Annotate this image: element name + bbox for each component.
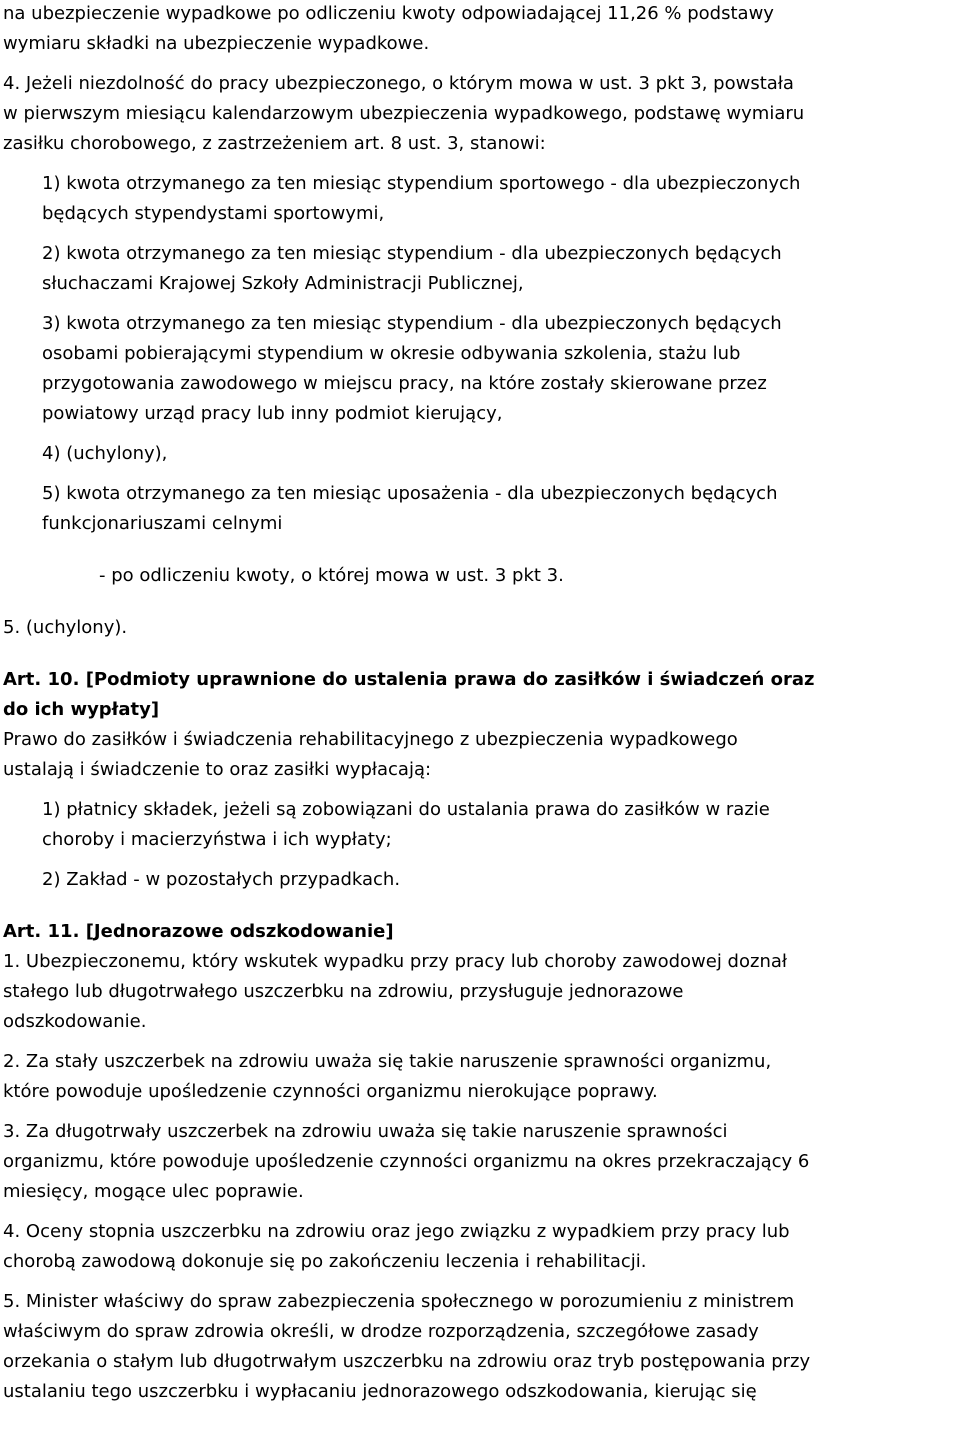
text-line: 5) kwota otrzymanego za ten miesiąc uposażenia - dla ubezpieczonych będących: [42, 483, 778, 504]
text-line: 1) kwota otrzymanego za ten miesiąc stypendium sportowego - dla ubezpieczonych: [42, 173, 801, 194]
article-label: Art. 11.: [3, 921, 80, 942]
text-line: 4) (uchylony),: [42, 443, 168, 464]
text-line: wymiaru składki na ubezpieczenie wypadkowe.: [3, 33, 430, 54]
text-line: stałego lub długotrwałego uszczerbku na zdrowiu, przysługuje jednorazowe: [3, 981, 684, 1002]
art11-ust5: [3, 1287, 959, 1407]
art11-ust1: [3, 947, 959, 1037]
continuation-paragraph: [3, 0, 959, 59]
text-line: 3) kwota otrzymanego za ten miesiąc stypendium - dla ubezpieczonych będących: [42, 313, 782, 334]
text-line: będących stypendystami sportowymi,: [42, 203, 385, 224]
text-line: ustalaniu tego uszczerbku i wypłacaniu jednorazowego odszkodowania, kierując się: [3, 1381, 757, 1402]
article-label: Art. 10.: [3, 669, 80, 690]
text-line: miesięcy, mogące ulec poprawie.: [3, 1181, 304, 1202]
text-line: [3, 665, 959, 695]
text-line: 1. Ubezpieczonemu, który wskutek wypadku przy pracy lub choroby zawodowej doznał: [3, 951, 788, 972]
art9-ust4-point-4: [3, 439, 959, 469]
text-line: zasiłku chorobowego, z zastrzeżeniem art. 8 ust. 3, stanowi:: [3, 133, 546, 154]
art9-ust4-point-3: [3, 309, 959, 429]
art9-ust4-point-1: [3, 169, 959, 229]
text-line: organizmu, które powoduje upośledzenie czynności organizmu na okres przekraczający 6: [3, 1151, 810, 1172]
article-title: [Podmioty uprawnione do ustalenia prawa do zasiłków i świadczeń oraz: [85, 669, 815, 690]
art10-point-1: [3, 795, 959, 855]
text-line: 2) Zakład - w pozostałych przypadkach.: [42, 869, 401, 890]
art9-ust4-point-2: [3, 239, 959, 299]
text-line: Prawo do zasiłków i świadczenia rehabilitacyjnego z ubezpieczenia wypadkowego: [3, 729, 738, 750]
document-page: [3, 0, 959, 1407]
art11-heading: [3, 917, 959, 947]
text-line: choroby i macierzyństwa i ich wypłaty;: [42, 829, 392, 850]
text-line: słuchaczami Krajowej Szkoły Administracji Publicznej,: [42, 273, 524, 294]
text-line: powiatowy urząd pracy lub inny podmiot kierujący,: [42, 403, 503, 424]
text-line: w pierwszym miesiącu kalendarzowym ubezpieczenia wypadkowego, podstawę wymiaru: [3, 103, 805, 124]
art11-ust4: [3, 1217, 959, 1277]
art10-heading: [3, 665, 959, 725]
article-title: [Jednorazowe odszkodowanie]: [85, 921, 394, 942]
art9-ust4-point-5: [3, 479, 959, 539]
text-line: 2) kwota otrzymanego za ten miesiąc stypendium - dla ubezpieczonych będących: [42, 243, 782, 264]
text-line: [3, 917, 959, 947]
text-line: na ubezpieczenie wypadkowe po odliczeniu kwoty odpowiadającej 11,26 % podstawy: [3, 3, 774, 24]
art10-point-2: [3, 865, 959, 895]
text-line: orzekania o stałym lub długotrwałym uszczerbku na zdrowiu oraz tryb postępowania przy: [3, 1351, 811, 1372]
text-line: ustalają i świadczenie to oraz zasiłki wypłacają:: [3, 759, 432, 780]
text-line: 3. Za długotrwały uszczerbek na zdrowiu uważa się takie naruszenie sprawności: [3, 1121, 728, 1142]
text-line: 5. Minister właściwy do spraw zabezpieczenia społecznego w porozumieniu z ministrem: [3, 1291, 795, 1312]
text-line: odszkodowanie.: [3, 1011, 147, 1032]
art9-ust4-intro: [3, 69, 959, 159]
text-line: przygotowania zawodowego w miejscu pracy, na które zostały skierowane przez: [42, 373, 767, 394]
text-line: 4. Jeżeli niezdolność do pracy ubezpieczonego, o którym mowa w ust. 3 pkt 3, powstała: [3, 73, 794, 94]
art9-ust4-closing: - po odliczeniu kwoty, o której mowa w ust. 3 pkt 3.: [99, 565, 564, 586]
text-line: 4. Oceny stopnia uszczerbku na zdrowiu oraz jego związku z wypadkiem przy pracy lub: [3, 1221, 790, 1242]
text-line: właściwym do spraw zdrowia określi, w drodze rozporządzenia, szczegółowe zasady: [3, 1321, 759, 1342]
art11-ust3: [3, 1117, 959, 1207]
art10-body: [3, 725, 959, 785]
art9-ust5: 5. (uchylony).: [3, 617, 128, 638]
text-line: 2. Za stały uszczerbek na zdrowiu uważa się takie naruszenie sprawności organizmu,: [3, 1051, 772, 1072]
article-title-continued: do ich wypłaty]: [3, 699, 160, 720]
text-line: funkcjonariuszami celnymi: [42, 513, 283, 534]
text-line: które powoduje upośledzenie czynności organizmu nierokujące poprawy.: [3, 1081, 658, 1102]
art11-ust2: [3, 1047, 959, 1107]
text-line: osobami pobierającymi stypendium w okresie odbywania szkolenia, stażu lub: [42, 343, 741, 364]
text-line: chorobą zawodową dokonuje się po zakończeniu leczenia i rehabilitacji.: [3, 1251, 647, 1272]
text-line: 1) płatnicy składek, jeżeli są zobowiązani do ustalania prawa do zasiłków w razie: [42, 799, 770, 820]
